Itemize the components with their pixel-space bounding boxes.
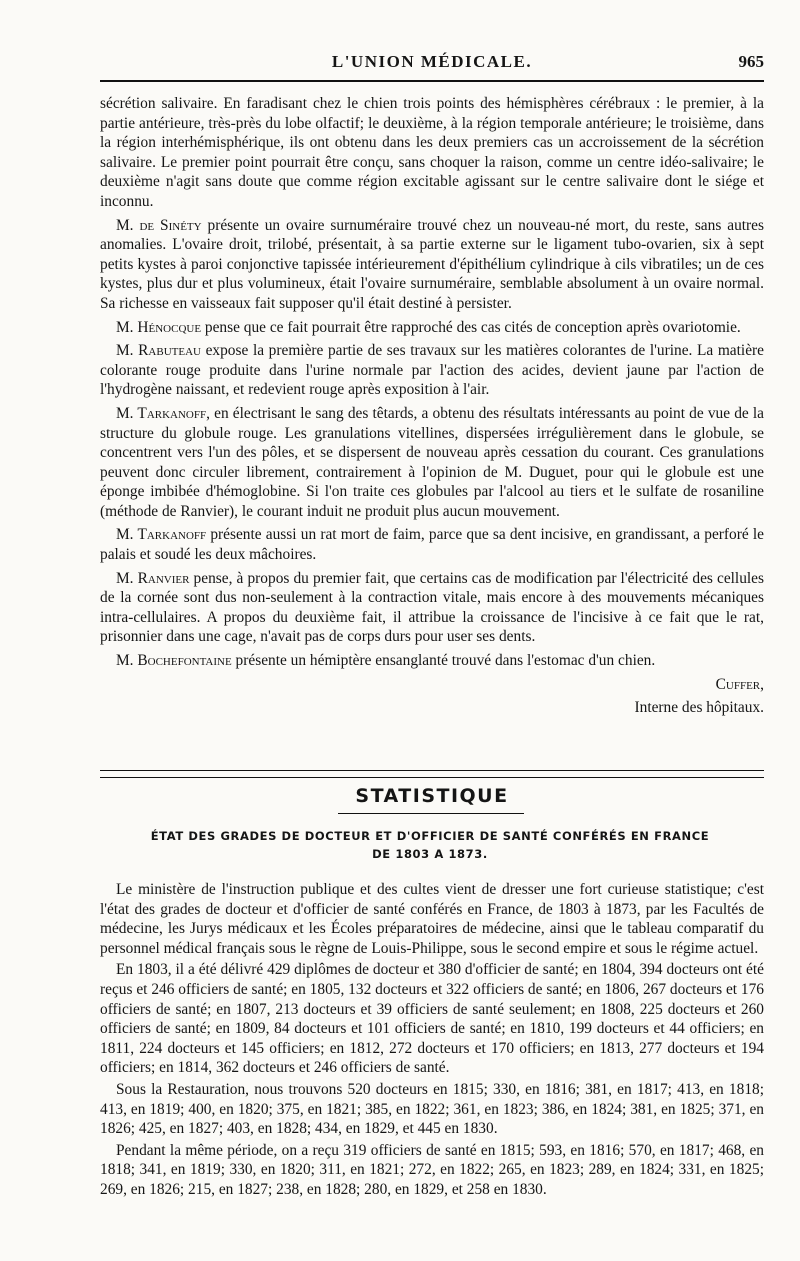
- report-paragraph: [100, 341, 764, 400]
- paragraph-text: présente un hémiptère ensanglanté trouvé dans l'estomac d'un chien.: [231, 652, 656, 670]
- paragraph-text: présente un ovaire surnuméraire trouvé chez un nouveau-né mort, du reste, sans autres anomalies. L'ovaire droit, trilobé, présentait, à sa partie externe sur le ligament tubo-ovarien, six à sept petits kystes à paroi conjonctive tapissée intérieurement d'épithélium cylindrique à cils vibratiles; un de ces kystes, plus dur et plus volumineux, était l'ovaire surnuméraire, semblable absolument à un ovaire normal. Sa richesse en vaisseaux fait supposer qu'il était destiné à persister.: [100, 216, 764, 312]
- article-paragraph: Sous la Restauration, nous trouvons 520 docteurs en 1815; 330, en 1816; 381, en 1817; 413, en 1818; 413, en 1819; 400, en 1820; 375, en 1821; 385, en 1822; 361, en 1823; 386, en 1824; 381, en 1825; 371, en 1826; 425, en 1827; 403, en 1828; 434, en 1829, et 445 en 1830.: [100, 1080, 764, 1138]
- report-paragraph: [100, 404, 764, 522]
- section-title-rule: [338, 813, 524, 814]
- page-number: 965: [738, 52, 764, 71]
- paragraph-text: pense que ce fait pourrait être rapproché des cas cités de conception après ovariotomie.: [201, 318, 741, 336]
- speaker-name: M. Tarkanoff: [116, 404, 207, 422]
- article-title-line: DE 1803 A 1873.: [372, 847, 488, 861]
- speaker-name: M. Hénocque: [116, 318, 202, 336]
- header-rule: [100, 80, 764, 82]
- page-header: [100, 52, 764, 78]
- section-title: STATISTIQUE: [355, 785, 509, 807]
- report-paragraph: [100, 651, 764, 671]
- speaker-name: M. de Sinéty: [116, 216, 202, 234]
- paragraph-text: pense, à propos du premier fait, que certains cas de modification par l'électricité des cellules de la cornée sont dus non-seulement à la contraction vitale, mais encore à des mouvements mécaniques intra-cellulaires. A propos du deuxième fait, il attribue la croissance de l'incisive à ce fait que le rat, prisonnier dans une cage, n'avait pas de corps durs pour user ses dents.: [100, 569, 764, 646]
- section-divider: [100, 770, 764, 778]
- speaker-name: M. Tarkanoff: [116, 526, 207, 544]
- article-title-line: ÉTAT DES GRADES DE DOCTEUR ET D'OFFICIER DE SANTÉ CONFÉRÉS EN FRANCE: [150, 829, 710, 843]
- speaker-name: M. Rabuteau: [116, 342, 201, 360]
- report-paragraph: [100, 318, 764, 338]
- report-paragraph: [100, 216, 764, 314]
- article-paragraph: Pendant la même période, on a reçu 319 officiers de santé en 1815; 593, en 1816; 570, en 1817; 468, en 1818; 341, en 1819; 330, en 1820; 311, en 1821; 272, en 1822; 265, en 1823; 289, en 1824; 331, en 1825; 269, en 1826; 215, en 1827; 238, en 1828; 280, en 1829, et 258 en 1830.: [100, 1141, 764, 1198]
- paragraph-text: présente aussi un rat mort de faim, parce que sa dent incisive, en grandissant, a perforé le palais et soudé les deux mâchoires.: [100, 526, 764, 564]
- article-title: [110, 827, 750, 863]
- report-paragraph: [100, 525, 764, 564]
- paragraph-text: expose la première partie de ses travaux sur les matières colorantes de l'urine. La matière colorante rouge produite dans l'urine normale par l'action des acides, devient jaune par l'action de l'hydrogène naissant, et redevient rouge après exposition à l'air.: [100, 342, 764, 399]
- paragraph-text: , en électrisant le sang des têtards, a obtenu des résultats intéressants au point de vue de la structure du globule rouge. Les granulations vitellines, dispersées irrégulièrement dans le globule, se concentrent vers l'un des pôles, et se dispersent de nouveau après cessation du courant. Ces granulations peuvent donc circuler librement, contrairement à l'opinion de M. Duguet, pour qui le globule est une éponge imbibée d'hémoglobine. Si l'on traite ces globules par l'alcool au tiers et le sulfate de rosaniline (méthode de Ranvier), le courant induit ne produit plus aucun mouvement.: [100, 404, 764, 520]
- speaker-name: M. Ranvier: [116, 569, 190, 587]
- report-paragraph: [100, 569, 764, 647]
- society-report: [100, 94, 764, 722]
- article-paragraph: En 1803, il a été délivré 429 diplômes de docteur et 380 d'officier de santé; en 1804, 394 docteurs ont été reçus et 246 officiers de santé; en 1805, 132 docteurs et 322 officiers de santé; en 1806, 267 docteurs et 176 officiers de santé; en 1807, 213 docteurs et 39 officiers de santé seulement; en 1808, 225 docteurs et 260 officiers de santé; en 1809, 84 docteurs et 101 officiers de santé; en 1810, 199 docteurs et 44 officiers; en 1811, 224 docteurs et 145 officiers; en 1812, 272 docteurs et 170 officiers; en 1813, 277 docteurs et 194 officiers; en 1814, 362 docteurs et 246 officiers de santé.: [100, 961, 764, 1077]
- speaker-name: M. Bochefontaine: [116, 652, 232, 670]
- article-paragraph: Le ministère de l'instruction publique et des cultes vient de dresser une fort curieuse statistique; c'est l'état des grades de docteur et d'officier de santé conférés en France, de 1803 à 1873, par les Facultés de médecine, les Jurys médicaux et les Écoles préparatoires de médecine, ainsi que le tableau comparatif du personnel médical français sous le règne de Louis-Philippe, sous le second empire et sous le régime actuel.: [100, 881, 764, 957]
- journal-title: L'UNION MÉDICALE.: [331, 52, 533, 71]
- signature-name: Cuffer,: [715, 675, 764, 693]
- report-paragraph: sécrétion salivaire. En faradisant chez le chien trois points des hémisphères cérébraux : le premier, à la partie antérieure, très-près du lobe olfactif; le deuxième, à la région temporale antérieure; le troisième, dans la région interhémisphérique, ils ont obtenu dans les deux premiers cas un accroissement de la sécrétion salivaire. Le premier point pourrait être conçu, sans choquer la raison, comme un centre idéo-salivaire; le deuxième n'agit sans doute que comme région excitable agissant sur le centre salivaire dont le siége et inconnu.: [100, 95, 764, 210]
- signature-title: Interne des hôpitaux.: [634, 699, 764, 717]
- statistics-article: [100, 880, 764, 1202]
